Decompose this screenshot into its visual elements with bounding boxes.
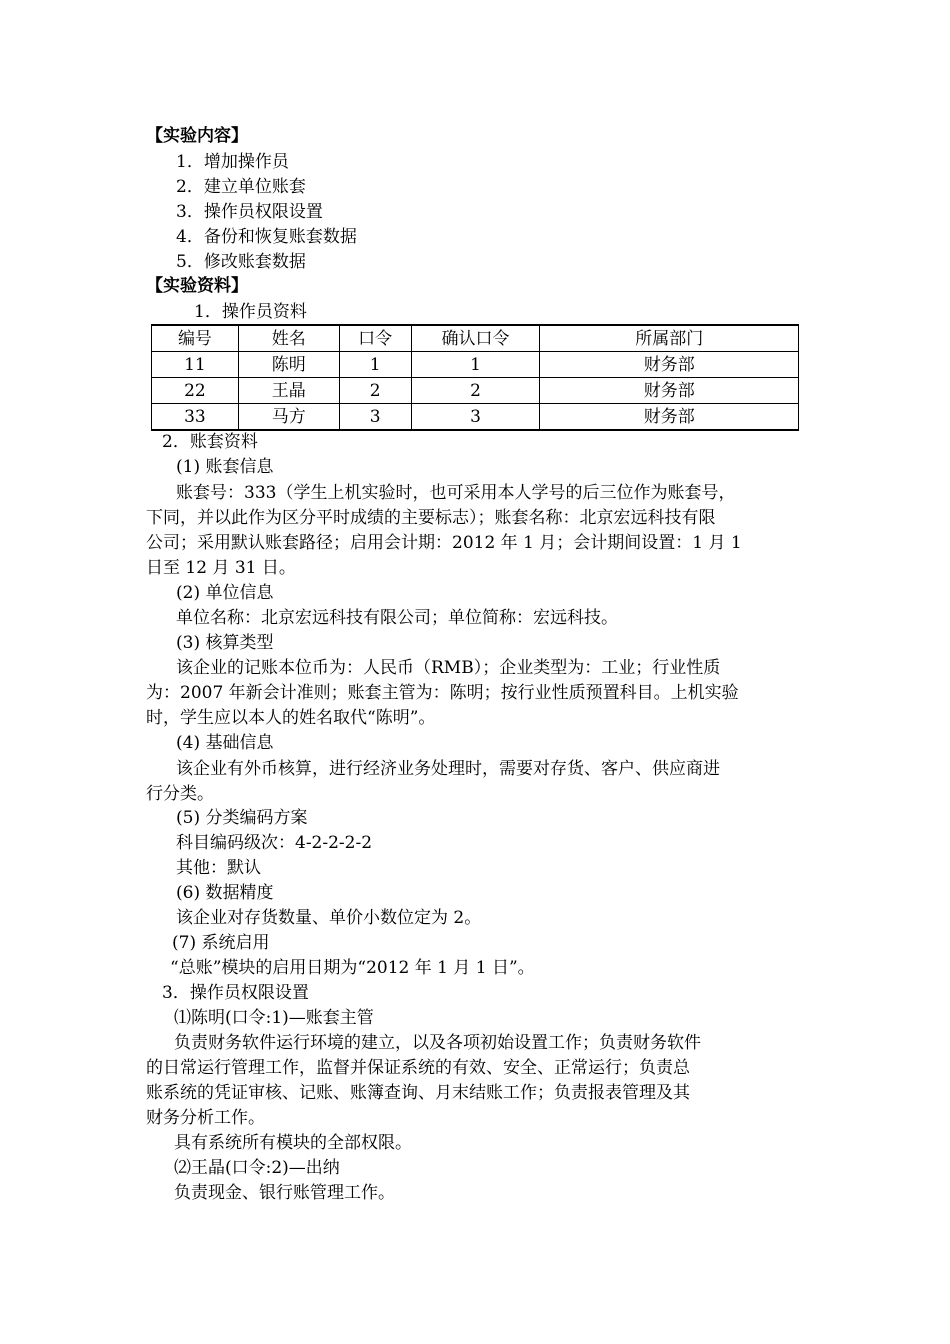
paragraph-line: 的日常运行管理工作，监督并保证系统的有效、安全、正常运行；负责总 xyxy=(146,1058,690,1078)
paragraph-line: 该企业的记账本位币为：人民币（RMB）；企业类型为：工业；行业性质 xyxy=(176,658,721,678)
operators-title: 1．操作员资料 xyxy=(194,302,307,322)
paragraph-line: 单位名称：北京宏远科技有限公司；单位简称：宏远科技。 xyxy=(176,608,618,628)
operators-table xyxy=(151,324,799,431)
content-item: 2．建立单位账套 xyxy=(176,177,306,197)
table-cell: 马方 xyxy=(238,404,339,431)
table-cell: 22 xyxy=(152,378,239,404)
table-row xyxy=(152,352,799,378)
paragraph-line: 该企业有外币核算，进行经济业务处理时，需要对存货、客户、供应商进 xyxy=(176,759,720,779)
paragraph-line: 日至 12 月 31 日。 xyxy=(146,558,296,578)
paragraph-line: 为：2007 年新会计准则；账套主管为：陈明；按行业性质预置科目。上机实验 xyxy=(146,683,739,703)
table-cell: 陈明 xyxy=(238,352,339,378)
content-item: 5．修改账套数据 xyxy=(176,252,306,272)
paragraph-line: 负责财务软件运行环境的建立，以及各项初始设置工作；负责财务软件 xyxy=(174,1033,701,1053)
table-cell: 2 xyxy=(411,378,540,404)
table-cell: 财务部 xyxy=(540,404,799,431)
content-item: 3．操作员权限设置 xyxy=(176,202,323,222)
table-cell: 2 xyxy=(339,378,411,404)
table-cell: 33 xyxy=(152,404,239,431)
table-cell: 财务部 xyxy=(540,352,799,378)
subsection-title: ⑴陈明(口令:1)—账套主管 xyxy=(174,1008,374,1028)
table-header-row xyxy=(152,325,799,352)
paragraph-line: 科目编码级次：4-2-2-2-2 xyxy=(176,833,373,853)
subsection-title: (2) 单位信息 xyxy=(176,583,274,603)
table-cell: 1 xyxy=(339,352,411,378)
paragraph-line: 其他：默认 xyxy=(176,858,261,878)
table-row xyxy=(152,378,799,404)
subsection-title: (4) 基础信息 xyxy=(176,733,274,753)
paragraph-line: 时，学生应以本人的姓名取代“陈明”。 xyxy=(146,708,436,728)
subsection-title: (1) 账套信息 xyxy=(176,457,274,477)
account-title: 2．账套资料 xyxy=(162,432,258,452)
paragraph-line: 具有系统所有模块的全部权限。 xyxy=(174,1133,412,1153)
header-cell: 口令 xyxy=(339,325,411,352)
table-cell: 1 xyxy=(411,352,540,378)
subsection-title: (6) 数据精度 xyxy=(176,883,274,903)
materials-heading: 【实验资料】 xyxy=(146,276,248,296)
paragraph-line: 下同，并以此作为区分平时成绩的主要标志）；账套名称：北京宏远科技有限 xyxy=(146,508,716,528)
table-row xyxy=(152,404,799,431)
content-item: 1．增加操作员 xyxy=(176,152,289,172)
header-cell: 姓名 xyxy=(238,325,339,352)
table-cell: 11 xyxy=(152,352,239,378)
paragraph-line: “总账”模块的启用日期为“2012 年 1 月 1 日”。 xyxy=(170,958,535,978)
paragraph-line: 账系统的凭证审核、记账、账簿查询、月末结账工作；负责报表管理及其 xyxy=(146,1083,690,1103)
subsection-title: ⑵王晶(口令:2)—出纳 xyxy=(174,1158,340,1178)
table-cell: 3 xyxy=(411,404,540,431)
header-cell: 编号 xyxy=(152,325,239,352)
content-heading: 【实验内容】 xyxy=(146,126,248,146)
content-item: 4．备份和恢复账套数据 xyxy=(176,227,357,247)
table-cell: 3 xyxy=(339,404,411,431)
paragraph-line: 账套号：333（学生上机实验时，也可采用本人学号的后三位作为账套号， xyxy=(176,483,736,503)
paragraph-line: 公司；采用默认账套路径；启用会计期：2012 年 1 月；会计期间设置：1 月 1 xyxy=(146,533,742,553)
paragraph-line: 财务分析工作。 xyxy=(146,1108,265,1128)
header-cell: 所属部门 xyxy=(540,325,799,352)
permissions-title: 3．操作员权限设置 xyxy=(162,983,309,1003)
paragraph-line: 行分类。 xyxy=(146,784,214,804)
header-cell: 确认口令 xyxy=(411,325,540,352)
table-cell: 财务部 xyxy=(540,378,799,404)
subsection-title: (5) 分类编码方案 xyxy=(176,808,308,828)
paragraph-line: 该企业对存货数量、单价小数位定为 2。 xyxy=(176,908,482,928)
paragraph-line: 负责现金、银行账管理工作。 xyxy=(174,1183,395,1203)
table-cell: 王晶 xyxy=(238,378,339,404)
subsection-title: (3) 核算类型 xyxy=(176,633,274,653)
subsection-title: (7) 系统启用 xyxy=(172,933,270,953)
